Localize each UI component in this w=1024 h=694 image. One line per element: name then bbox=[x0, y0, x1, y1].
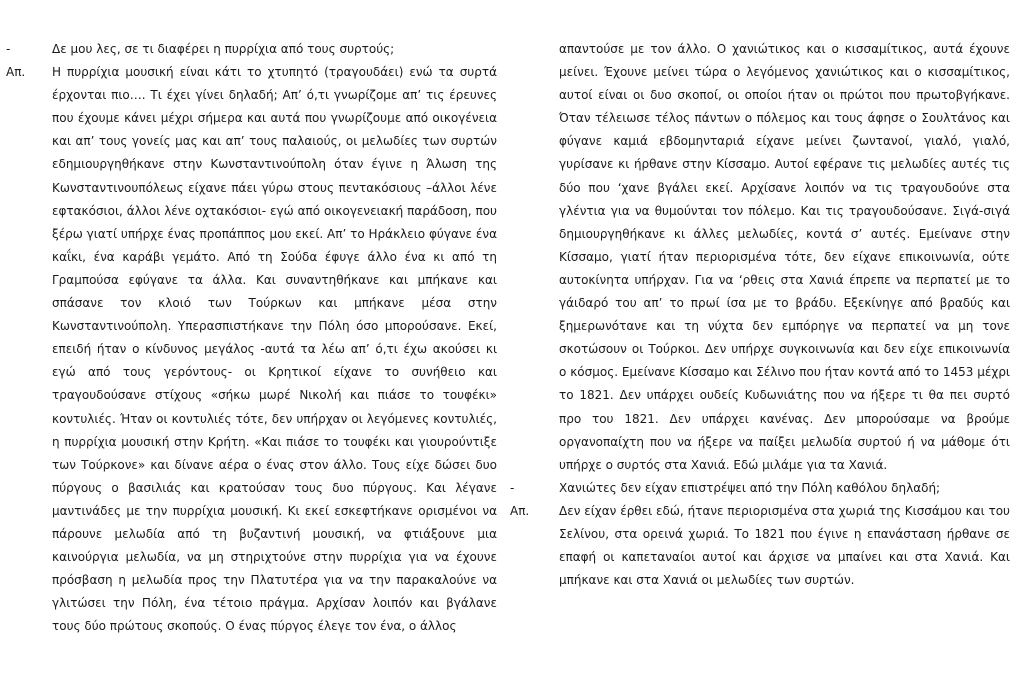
continuation-entry bbox=[510, 38, 1010, 477]
left-column bbox=[0, 38, 497, 638]
speaker-marker: Απ. bbox=[6, 65, 26, 80]
speaker-marker: - bbox=[510, 480, 515, 495]
entry-text: Χανιώτες δεν είχαν επιστρέψει από την Πόλη καθόλου δηλαδή; bbox=[559, 480, 941, 495]
entry-text: απαντούσε με τον άλλο. Ο χανιώτικος και ο κισσαμίτικος, αυτά έχουνε μείνει. Έχουνε μείνει τώρα ο λεγόμενος χανιώτικος και ο κισσαμίτικος, αυτοί είναι οι δυο σκοποί, οι οποίοι ήταν οι πρώτοι που πρωτοβγήκανε. Όταν τέλειωσε τέλος πάντων ο πόλεμος και τους άφησε ο Σουλτάνος και φύγανε καμιά εβδομηνταριά είχανε μείνει ζωντανοί, γιαλό, γιαλό, γυρίσανε κι ήρθανε στην Κίσσαμο. Αυτοί εφέρανε τις μελωδίες αυτές τις δύο που ‘χανε βγάλει εκεί. Αρχίσανε λοιπόν να τις τραγουδούνε στα γλέντια για να θυμούνται τον πόλεμο. Και τις τραγουδούσανε. Σιγά-σιγά δημιουργηθήκανε κι άλλες μελωδίες, κοντά σ’ αυτές. Εμείνανε στην Κίσσαμο, γιατί ήταν περιορισμένα τότε, δεν είχανε επικοινωνία, ούτε αυτοκίνητα υπήρχαν. Για να ‘ρθεις στα Χανιά έπρεπε να περπατεί με το γάιδαρό του απ’ το πρωί ίσα με το βράδυ. Εξεκίνηγε από βραδύς και ξημερωνότανε και τη νύχτα δεν εμπόρηγε να περπατεί να μη τονε σκοτώσουν οι Τούρκοι. Δεν υπήρχε συγκοινωνία και δεν είχε επικοινωνία ο κόσμος. Εμείνανε Κίσσαμο και Σέλινο που ήταν κοντά από το 1453 μέχρι το 1821. Δεν υπάρχει ουδείς Κυδωνιάτης που να ήξερε τι θα πει συρτό προ του 1821. Δεν υπάρχει κανένας. Δεν μπορούσαμε να βρούμε οργανοπαίχτη που να ήξερε να παίξει μελωδία συρτού ή να μάθομε ότι υπήρχε ο συρτός στα Χανιά. Εδώ μιλάμε για τα Χανιά. bbox=[559, 42, 1010, 472]
entry-text: Δε μου λες, σε τι διαφέρει η πυρρίχια από τους συρτούς; bbox=[52, 42, 395, 56]
speaker-marker: - bbox=[6, 42, 11, 56]
entry-text: Η πυρρίχια μουσική είναι κάτι το χτυπητό (τραγουδάει) ενώ τα συρτά έρχονται πιο…. Τι έχει γίνει δηλαδή; Απ’ ό,τι γνωρίζομε απ’ τις έρευνες που έχουμε κάνει μέχρι σήμερα και αυτά που γνωρίζουμε από οικογένεια και απ’ τους γονείς μας και απ’ τους παλαιούς, οι μελωδίες των συρτών εδημιουργηθήκανε στην Κωνσταντινούπολη όταν έγινε η Άλωση της Κωνσταντινουπόλεως είχανε πάει γύρω στους πεντακόσιους –άλλοι λένε εφτακόσιοι, άλλοι λένε οχτακόσιοι- εγώ από οικογενειακή παράδοση, που ξέρω γιατί υπήρχε ένας προπάππος μου εκεί. Απ’ το Ηράκλειο φύγανε ένα καΐκι, ένα καράβι γεμάτο. Από τη Σούδα έφυγε άλλο ένα κι από τη Γραμπούσα εφύγανε τα άλλα. Και συναντηθήκανε και μπήκανε και σπάσανε τον κλοιό των Τούρκων και μπήκανε μέσα στην Κωνσταντινούπολη. Υπερασπιστήκανε την Πόλη όσο μπορούσανε. Εκεί, επειδή ήταν ο κίνδυνος μεγάλος -αυτά τα λέω απ’ ό,τι έχω ακούσει κι εγώ από τους γερόντους- οι Κρητικοί είχανε το συνήθειο και τραγουδούσανε στίχους «σήκω μωρέ Νικολή και πιάσε το τουφέκι» κοντυλιές. Ήταν οι κοντυλιές τότε, δεν υπήρχαν οι λεγόμενες κοντυλιές, η πυρρίχια μουσική στην Κρήτη. «Και πιάσε το τουφέκι και γιουρούντιξε των Τούρκονε» και δίνανε αέρα ο ένας στον άλλο. Τους είχε δώσει δυο πύργους ο βασιλιάς και κρατούσαν τους δυο πύργους. Και λέγανε μαντινάδες με την πυρρίχια μουσική. Κι εκεί εσκεφτήκανε ορισμένοι να πάρουνε μελωδία από τη βυζαντινή μουσική, να φτιάξουνε μια καινούργια μελωδία, να μη στηριχτούνε στην πυρρίχια για να έχουνε πρόσβαση η μελωδία προς την Πλατυτέρα για να την παρακαλούνε να γλιτώσει την Πόλη, ένα τέτοιο πράγμα. Αρχίσαν λοιπόν και βγάλανε τους δύο πρώτους σκοπούς. Ο ένας πύργος έλεγε τον ένα, ο άλλος bbox=[52, 65, 497, 634]
question-entry bbox=[510, 477, 1010, 500]
right-column bbox=[510, 38, 1010, 592]
question-entry bbox=[0, 38, 497, 61]
speaker-marker: Απ. bbox=[510, 503, 530, 518]
answer-entry bbox=[510, 500, 1010, 592]
entry-text: Δεν είχαν έρθει εδώ, ήτανε περιορισμένα στα χωριά της Κισσάμου και του Σελίνου, στα ορεινά χωριά. Το 1821 που έγινε η επανάσταση ήρθανε σε επαφή οι καπεταναίοι αυτοί και άρχισε να μπαίνει και στα Χανιά. Και μπήκανε και στα Χανιά οι μελωδίες των συρτών. bbox=[559, 503, 1010, 588]
answer-entry bbox=[0, 61, 497, 638]
